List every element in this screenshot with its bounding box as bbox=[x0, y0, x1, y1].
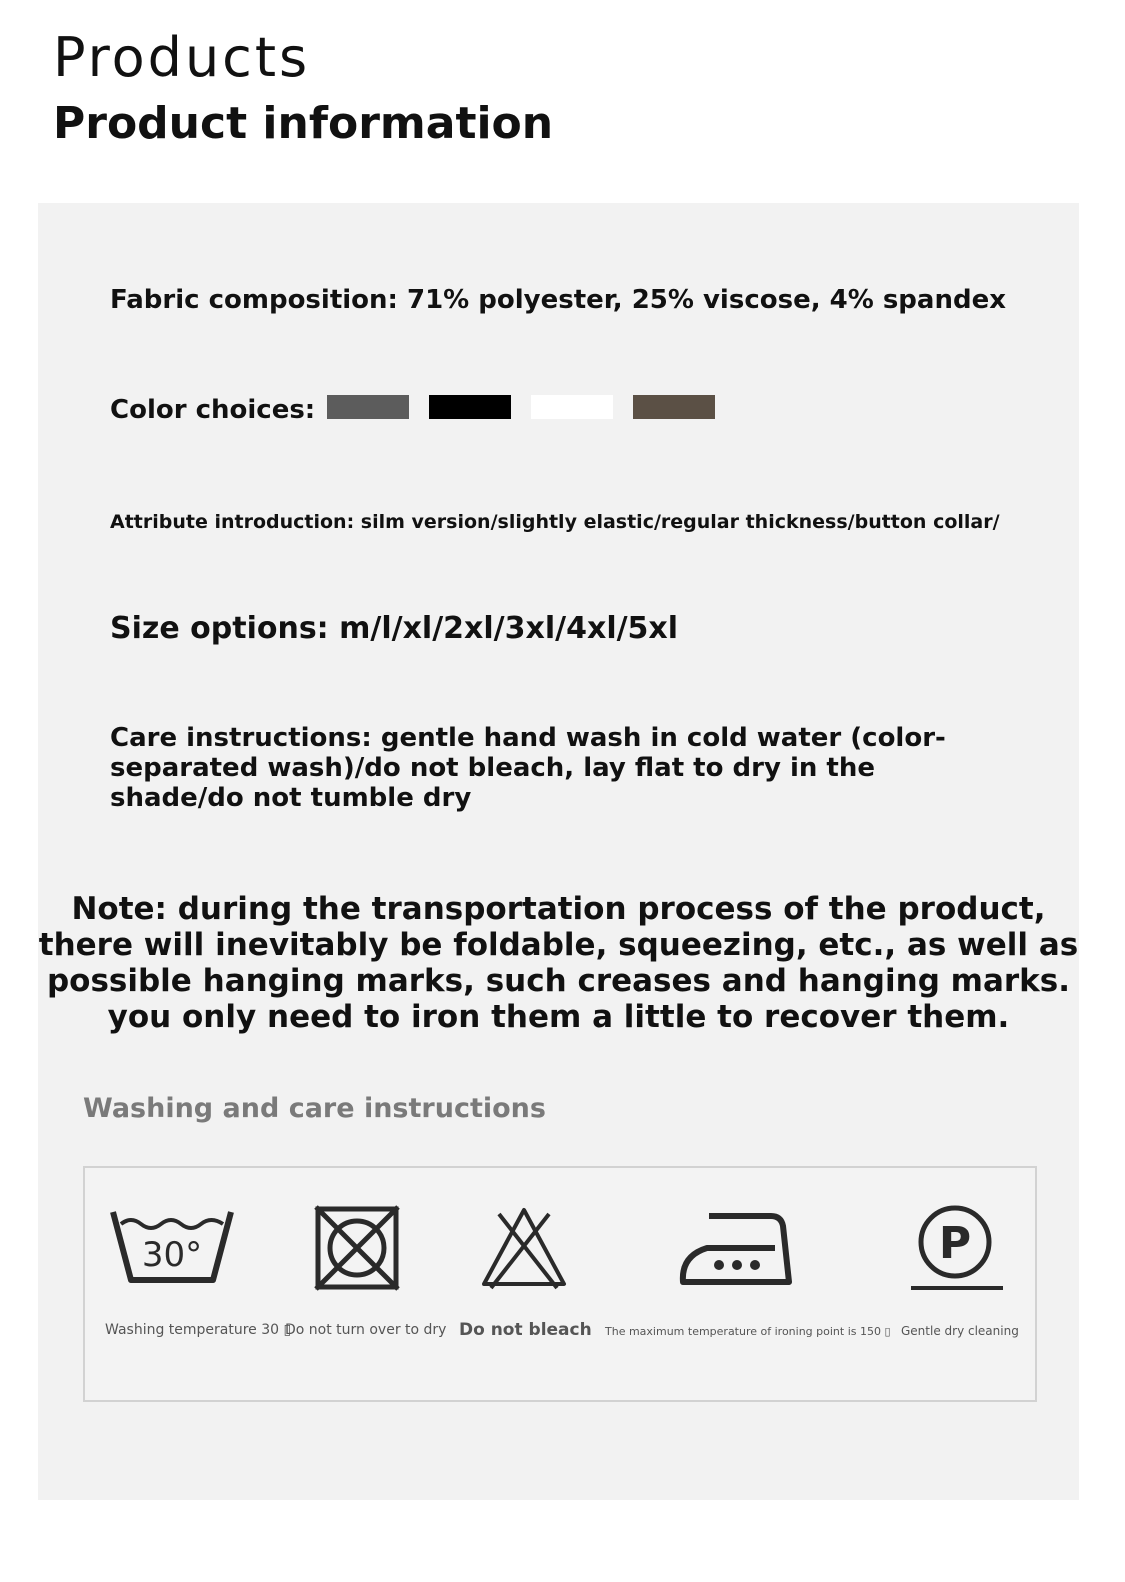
care-label-dryclean: Gentle dry cleaning bbox=[901, 1324, 1019, 1338]
care-item-bleach bbox=[459, 1168, 605, 1400]
wash-temperature-text: 30° bbox=[141, 1235, 203, 1275]
care-label-bleach: Do not bleach bbox=[459, 1320, 592, 1340]
product-info-panel bbox=[38, 203, 1079, 1500]
color-swatch-black[interactable] bbox=[429, 395, 511, 419]
care-item-wash bbox=[85, 1168, 295, 1400]
color-choices bbox=[110, 395, 715, 425]
washing-section-title: Washing and care instructions bbox=[83, 1093, 546, 1124]
color-swatch-white[interactable] bbox=[531, 395, 613, 419]
color-choices-label: Color choices: bbox=[110, 395, 316, 425]
care-label-tumble: Do not turn over to dry bbox=[285, 1322, 447, 1338]
size-options: Size options: m/l/xl/2xl/3xl/4xl/5xl bbox=[110, 611, 679, 646]
care-instructions: Care instructions: gentle hand wash in cold water (color-separated wash)/do not bleach, lay flat to dry in the shade/do not tumble dry bbox=[110, 723, 946, 813]
wash-30-icon bbox=[109, 1206, 235, 1286]
fabric-composition: Fabric composition: 71% polyester, 25% viscose, 4% spandex bbox=[110, 285, 1006, 315]
color-swatch-brown[interactable] bbox=[633, 395, 715, 419]
dry-clean-p-icon bbox=[909, 1202, 1005, 1294]
dry-clean-letter: P bbox=[938, 1218, 972, 1269]
shipping-note: Note: during the transportation process of the product, there will inevitably be foldable, squeezing, etc., as well as possible hanging marks, such creases and hanging marks. you only need to iron them a little to recover them. bbox=[38, 891, 1079, 1035]
page-title: Products bbox=[53, 26, 311, 89]
iron-medium-icon bbox=[677, 1208, 793, 1288]
do-not-bleach-icon bbox=[479, 1204, 569, 1290]
attribute-introduction: Attribute introduction: silm version/slightly elastic/regular thickness/button collar/ bbox=[110, 511, 1000, 533]
do-not-tumble-dry-icon bbox=[313, 1204, 401, 1292]
care-item-iron bbox=[605, 1168, 895, 1400]
care-symbols-box bbox=[83, 1166, 1037, 1402]
care-item-tumble bbox=[285, 1168, 465, 1400]
care-label-wash: Washing temperature 30 ▯ bbox=[105, 1322, 292, 1338]
color-swatch-gray[interactable] bbox=[327, 395, 409, 419]
care-item-dryclean bbox=[895, 1168, 1035, 1400]
color-swatches bbox=[327, 395, 715, 419]
care-label-iron: The maximum temperature of ironing point is 150 ▯ bbox=[605, 1325, 891, 1338]
page-subtitle: Product information bbox=[53, 98, 554, 149]
